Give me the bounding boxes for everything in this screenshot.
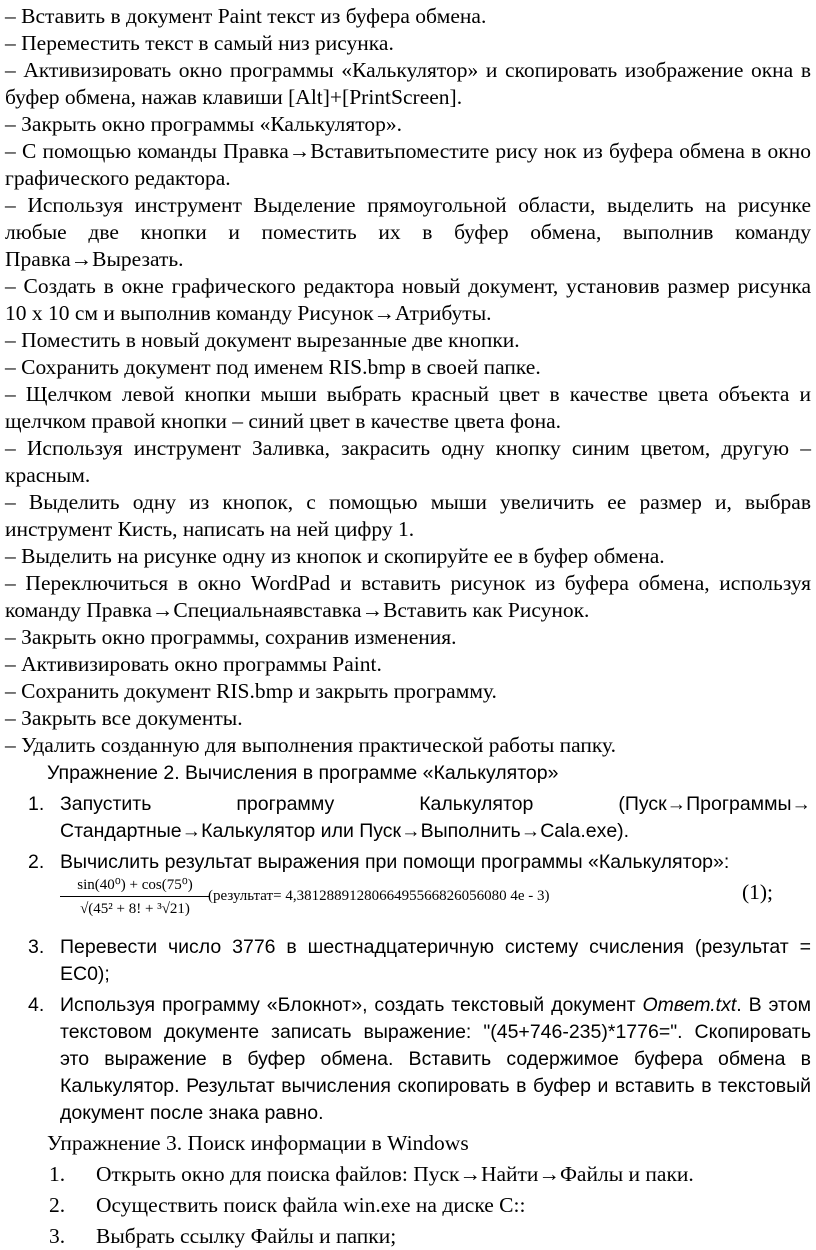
equation-number: (1); [741, 880, 773, 904]
item-number: 1. [28, 793, 45, 815]
exercise-2-item [5, 791, 811, 845]
exercise-2-item [5, 992, 811, 1127]
step-line: – Закрыть окно программы, сохранив изменения. [5, 625, 457, 649]
step-line: – Поместить в новый документ вырезанные две кнопки. [5, 328, 520, 352]
step-line: – Используя инструмент Выделение прямоугольной области, выделить на рисунке любые две кнопки и поместить их в буфер обмена, выполнив команду Правка→Вырезать. [5, 193, 811, 271]
item-text: Запустить программу Калькулятор (Пуск→Программы→ Стандартные→Калькулятор или Пуск→Выполнить→Cala.exe). [60, 793, 811, 842]
item-text-italic: Ответ.txt [642, 994, 737, 1016]
step-line: – Активизировать окно программы Paint. [5, 652, 382, 676]
exercise-2-item [5, 849, 811, 876]
item-text-a: Используя программу «Блокнот», создать текстовый документ [60, 994, 643, 1016]
item-number: 3. [49, 1224, 66, 1248]
formula-denominator: √(45² + 8! + ³√21) [80, 901, 190, 917]
item-number: 2. [28, 851, 45, 873]
item-text: Открыть окно для поиска файлов: Пуск→Найти→Файлы и паки. [96, 1162, 694, 1186]
item-number: 4. [28, 994, 45, 1016]
item-text: Выбрать ссылку Файлы и папки; [96, 1224, 397, 1248]
exercise-3-item [5, 1161, 811, 1188]
step-line: – Закрыть окно программы «Калькулятор». [5, 112, 403, 136]
item-number: 1. [49, 1162, 66, 1186]
step-line: – Переключиться в окно WordPad и вставить рисунок из буфера обмена, используя команду Правка→Специальнаявставка→Вставить как Рисунок. [5, 571, 811, 622]
step-line: – Сохранить документ RIS.bmp и закрыть программу. [5, 679, 497, 703]
step-line: – Используя инструмент Заливка, закрасить одну кнопку синим цветом, другую – красным. [5, 436, 811, 487]
formula-fraction [60, 876, 210, 919]
step-line: – Создать в окне графического редактора новый документ, установив размер рисунка 10 x 10 см и выполнив команду Рисунок→Атрибуты. [5, 274, 811, 325]
fraction-bar [60, 896, 210, 897]
step-line: – Вставить в документ Paint текст из буфера обмена. [5, 4, 487, 28]
item-text: Перевести число 3776 в шестнадцатеричную систему счисления (результат = EC0); [60, 936, 811, 985]
exercise-2-item [5, 934, 811, 988]
step-line: – Выделить на рисунке одну из кнопок и скопируйте ее в буфер обмена. [5, 544, 665, 568]
step-line: – С помощью команды Правка→Вставитьпоместите рису нок из буфера обмена в окно графического редактора. [5, 139, 811, 190]
item-text: Вычислить результат выражения при помощи программы «Калькулятор»: [60, 851, 730, 873]
document-page [5, 3, 811, 1250]
exercise-3-heading: Упражнение 3. Поиск информации в Windows [47, 1131, 469, 1155]
item-text: Осуществить поиск файла win.exe на диске С:: [96, 1193, 526, 1217]
step-line: – Закрыть все документы. [5, 706, 243, 730]
formula [60, 876, 811, 934]
formula-numerator: sin(40⁰) + cos(75⁰) [77, 877, 193, 893]
item-number: 2. [49, 1193, 66, 1217]
step-line: – Выделить одну из кнопок, с помощью мыши увеличить ее размер и, выбрав инструмент Кисть, написать на ней цифру 1. [5, 490, 811, 541]
formula-result: (результат= 4,3812889128066495566826056080 4e - 3) [208, 888, 550, 904]
step-line: – Активизировать окно программы «Калькулятор» и скопировать изображение окна в буфер обмена, нажав клавиши [Alt]+[PrintScreen]. [5, 58, 811, 109]
exercise-3-item [5, 1192, 811, 1219]
step-line: – Удалить созданную для выполнения практической работы папку. [5, 733, 617, 757]
exercise-2-heading: Упражнение 2. Вычисления в программе «Калькулятор» [47, 762, 559, 784]
step-line: – Сохранить документ под именем RIS.bmp в своей папке. [5, 355, 541, 379]
item-number: 3. [28, 936, 45, 958]
item-text-b: . В этом текстовом документе записать выражение: "(45+746-235)*1776=". Скопировать это выражение в буфер обмена. Вставить содержимое буфера обмена в Калькулятор. Результат вычисления скопировать в буфер и вставить в текстовый документ после знака равно. [60, 994, 811, 1124]
step-line: – Щелчком левой кнопки мыши выбрать красный цвет в качестве цвета объекта и щелчком правой кнопки – синий цвет в качестве цвета фона. [5, 382, 811, 433]
step-line: – Переместить текст в самый низ рисунка. [5, 31, 394, 55]
exercise-3-item [5, 1223, 811, 1250]
